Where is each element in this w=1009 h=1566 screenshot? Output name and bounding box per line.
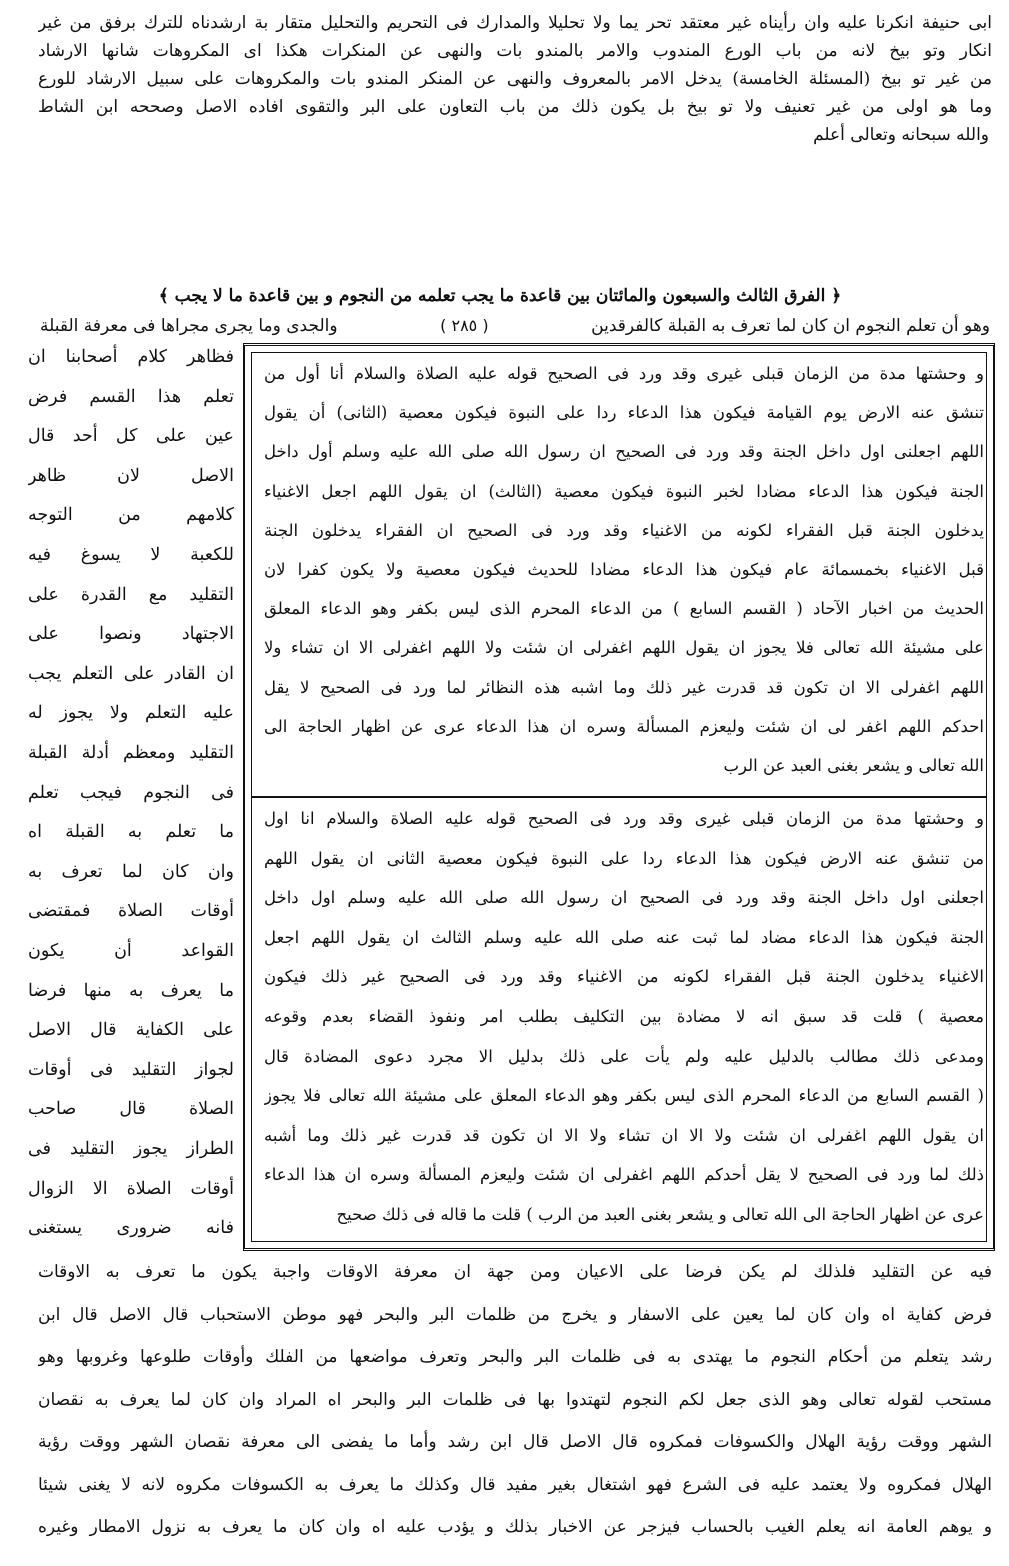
text-line: ( القسم السابع من الدعاء المحرم الذى ليس بكفر وهو الدعاء المعلق على مشيئة الله تعالى فلا يجوز	[264, 1086, 984, 1106]
section-heading	[150, 282, 850, 310]
heading-text: الفرق الثالث والسبعون والمائتان بين قاعدة ما يجب تعلمه من النجوم و بين قاعدة ما لا يجب	[174, 286, 826, 306]
text-line: الصلاة قال صاحب	[28, 1099, 234, 1120]
text-line: معصية ) قلت قد سبق انه لا مضادة بين التكليف بطلب امر ونفوذ القضاء بعدم وقوعه	[264, 1007, 984, 1026]
text-line: فيه عن التقليد فلذلك لم يكن فرضا على الاعيان ومن جهة ان معرفة الاوقات واجبة يكون ما تعرف به الاوقات	[38, 1262, 992, 1282]
text-line: عليه التعلم ولا يجوز له	[28, 703, 234, 724]
text-line: الجنة فيكون هذا الدعاء مضاد لما ثبت عنه صلى الله عليه وسلم الثالث ان يقول اللهم اجعل	[264, 927, 984, 947]
text-line: الجنة فيكون هذا الدعاء مضادا لخبر النبوة فيكون معصية (الثالث) ان يقول اللهم اجعل الاغنياء	[264, 481, 984, 501]
text-line: فظاهر كلام أصحابنا ان	[28, 347, 234, 367]
text-line: ابى حنيفة انكرنا عليه وان رأيناه غير معتقد تحر يما ولا تحليلا والمدارك فى التحريم والتحليل متقار بة ارشدناه للترك برفق من غير	[38, 13, 992, 33]
text-line: انكار وتو بيخ لانه من باب الورع المندوب والامر بالمندو بات والنهى عن المنكرات هكذا اى المكروهات شانها الارشاد	[38, 41, 992, 61]
text-line: الهلال فمكروه ولا يعتمد عليه فى الشرع فهو اشتغال بغير مفيد قال وكذلك ما يعرف به الكسوفات مكروه لانه لا يغنى شيئا	[38, 1474, 992, 1495]
text-line: من غير تو بيخ (المسئلة الخامسة) يدخل الامر بالمعروف والنهى عن المنكر المندو بات والمكروهات على سبيل الارشاد للورع	[38, 69, 992, 89]
text-line: يدخلون الجنة قبل الفقراء لكونه من الاغنياء وقد ورد فى الصحيح ان الفقراء يدخلون الجنة	[264, 520, 984, 540]
text-line: وان كان لما تعرف به	[28, 861, 234, 882]
text-line: فى النجوم فيجب تعلم	[28, 782, 234, 803]
text-line: اللهم اغفرلى الا ان تكون قد قدرت غير ذلك وما اشبه هذه النظائر لما ورد فى الصحيح لا يقل	[264, 677, 984, 697]
intro-line	[40, 313, 990, 339]
text-line: و وحشتها مدة من الزمان قبلى غيرى وقد ورد فى الصحيح قوله عليه الصلاة والسلام انا اول	[264, 809, 984, 828]
box-divider	[252, 796, 986, 798]
text-line: التقليد مع القدرة على	[28, 584, 234, 605]
text-line: قبل الاغنياء بخمسمائة عام فيكون هذا الدعاء مضادا للحديث فيكون معصية ولا يكون كفرا لان	[264, 560, 984, 579]
text-line: عرى عن اظهار الحاجة الى الله تعالى و يشعر بغنى العبد من الرب ) قلت ما قاله فى ذلك صحيح	[336, 1205, 984, 1224]
text-line: تعلم هذا القسم فرض	[28, 386, 234, 407]
text-line: و يوهم العامة انه يعلم الغيب بالحساب فيزجر عن الاخبار بذلك و يؤدب عليه اه وان كان ما يعرف به نزول الامطار وغيره	[38, 1517, 992, 1537]
text-line: الطراز يجوز التقليد فى	[28, 1139, 234, 1159]
text-line: رشد يتعلم من أحكام النجوم ما يهتدى به فى ظلمات البر والبحر وتعرف مواضعها من الفلك وأوقات طلوعها وغروبها وهو	[38, 1347, 992, 1367]
text-line: الاجتهاد ونصوا على	[28, 624, 234, 645]
text-line: اللهم اجعلنى اول داخل الجنة وقد ورد فى الصحيح ان رسول الله صلى الله عليه وسلم أول داخل	[264, 442, 984, 462]
text-line: احدكم اللهم اغفر لى ان شئت وليعزم المسألة وسره ان هذا الدعاء عرى عن اظهار الحاجة الى	[264, 716, 984, 736]
commentary-box-inner	[251, 352, 987, 1242]
text-line: تنشق عنه الارض يوم القيامة فيكون هذا الدعاء ردا على النبوة فيكون معصية (الثانى) أن يقول	[264, 403, 984, 423]
text-line: ذلك لما ورد فى الصحيح لا يقل أحدكم اللهم اغفرلى ان شئت وليعزم المسألة وسره ان هذا الدعاء	[264, 1165, 984, 1185]
text-line: للكعبة لا يسوغ فيه	[28, 545, 234, 565]
text-line: الله تعالى و يشعر بغنى العبد عن الرب	[723, 756, 984, 775]
heading-ornament-right: ﴿	[825, 286, 842, 306]
text-line: فرض كفاية اه وان كان لما يعين على الاسفار و يخرج من ظلمات البر والبحر فهو موطن الاستحباب قال الاصل قال ابن	[38, 1304, 992, 1325]
text-line: على مشيئة الله تعالى فلا يجوز ان يقول اللهم اغفرلى ان شئت ولا اللهم اغفرلى الا ان تشاء ولا	[264, 638, 984, 658]
text-line: أوقات الصلاة الا الزوال	[28, 1178, 234, 1199]
commentary-box	[243, 343, 995, 1251]
text-line: على الكفاية قال الاصل	[28, 1020, 234, 1041]
text-line: الاغنياء يدخلون الجنة قبل الفقراء لكونه من الاغنياء وقد ورد فى الصحيح غير ذلك فيكون	[264, 967, 984, 987]
text-line: كلامهم من التوجه	[28, 505, 234, 526]
text-line: الشهر ووقت رؤية الهلال والكسوفات فمكروه قال الاصل قال ابن رشد وأما ما يفضى الى معرفة نقصان الشهر ووقت رؤية	[38, 1432, 992, 1452]
text-line: الحديث من اخبار الآحاد ( القسم السابع ) من الدعاء المحرم الذى ليس بكفر وهو الدعاء المعلق	[264, 599, 984, 619]
text-line: الاصل لان ظاهر	[28, 465, 234, 486]
text-line: اجعلنى اول داخل الجنة وقد ورد فى الصحيح ان رسول الله صلى الله عليه وسلم اول داخل	[264, 888, 984, 908]
text-line: لجواز التقليد فى أوقات	[28, 1059, 234, 1080]
text-line: أوقات الصلاة فمقتضى	[28, 901, 234, 922]
page-number: ( ٢٨٥ )	[440, 316, 489, 335]
intro-text-left: والجدى وما يجرى مجراها فى معرفة القبلة	[40, 316, 338, 336]
text-line: و وحشتها مدة من الزمان قبلى غيرى وقد ورد فى الصحيح قوله عليه الصلاة والسلام أنا أول من	[264, 364, 984, 383]
text-line: ما يعرف به منها فرضا	[28, 980, 234, 1001]
text-line: والله سبحانه وتعالى أعلم	[813, 125, 989, 145]
text-line: عين على كل أحد قال	[28, 426, 234, 447]
text-line: التقليد ومعظم أدلة القبلة	[28, 743, 234, 763]
text-line: ومدعى ذلك مطالب بالدليل عليه ولم يأت على ذلك بدليل الا مجرد دعوى المضادة قال	[264, 1046, 984, 1066]
heading-ornament-left: ﴾	[158, 286, 175, 306]
text-line: وما هو اولى من غير تعنيف ولا تو بيخ بل يكون ذلك من باب التعاون على البر والتقوى افاده الاصل وصححه ابن الشاط	[38, 97, 992, 117]
text-line: مستحب لقوله تعالى وهو الذى جعل لكم النجوم لتهتدوا بها فى ظلمات البر والبحر اه المراد وان كان لما يعرف به نقصان	[38, 1389, 992, 1410]
text-line: فانه ضرورى يستغنى	[28, 1218, 234, 1239]
intro-text-right: وهو أن تعلم النجوم ان كان لما تعرف به القبلة كالفرقدين	[591, 316, 990, 336]
text-line: ان يقول اللهم اغفرلى ان شئت ولا الا ان تشاء ولا الا ان تكون قد قدرت غير ذلك وما أشبه	[264, 1125, 984, 1145]
text-line: القواعد أن يكون	[28, 941, 234, 961]
text-line: من تنشق عنه الارض فيكون هذا الدعاء ردا على النبوة فيكون معصية الثانى ان يقول اللهم	[264, 848, 984, 868]
text-line: ما تعلم به القبلة اه	[28, 822, 234, 843]
text-line: ان القادر على التعلم يجب	[28, 663, 234, 684]
